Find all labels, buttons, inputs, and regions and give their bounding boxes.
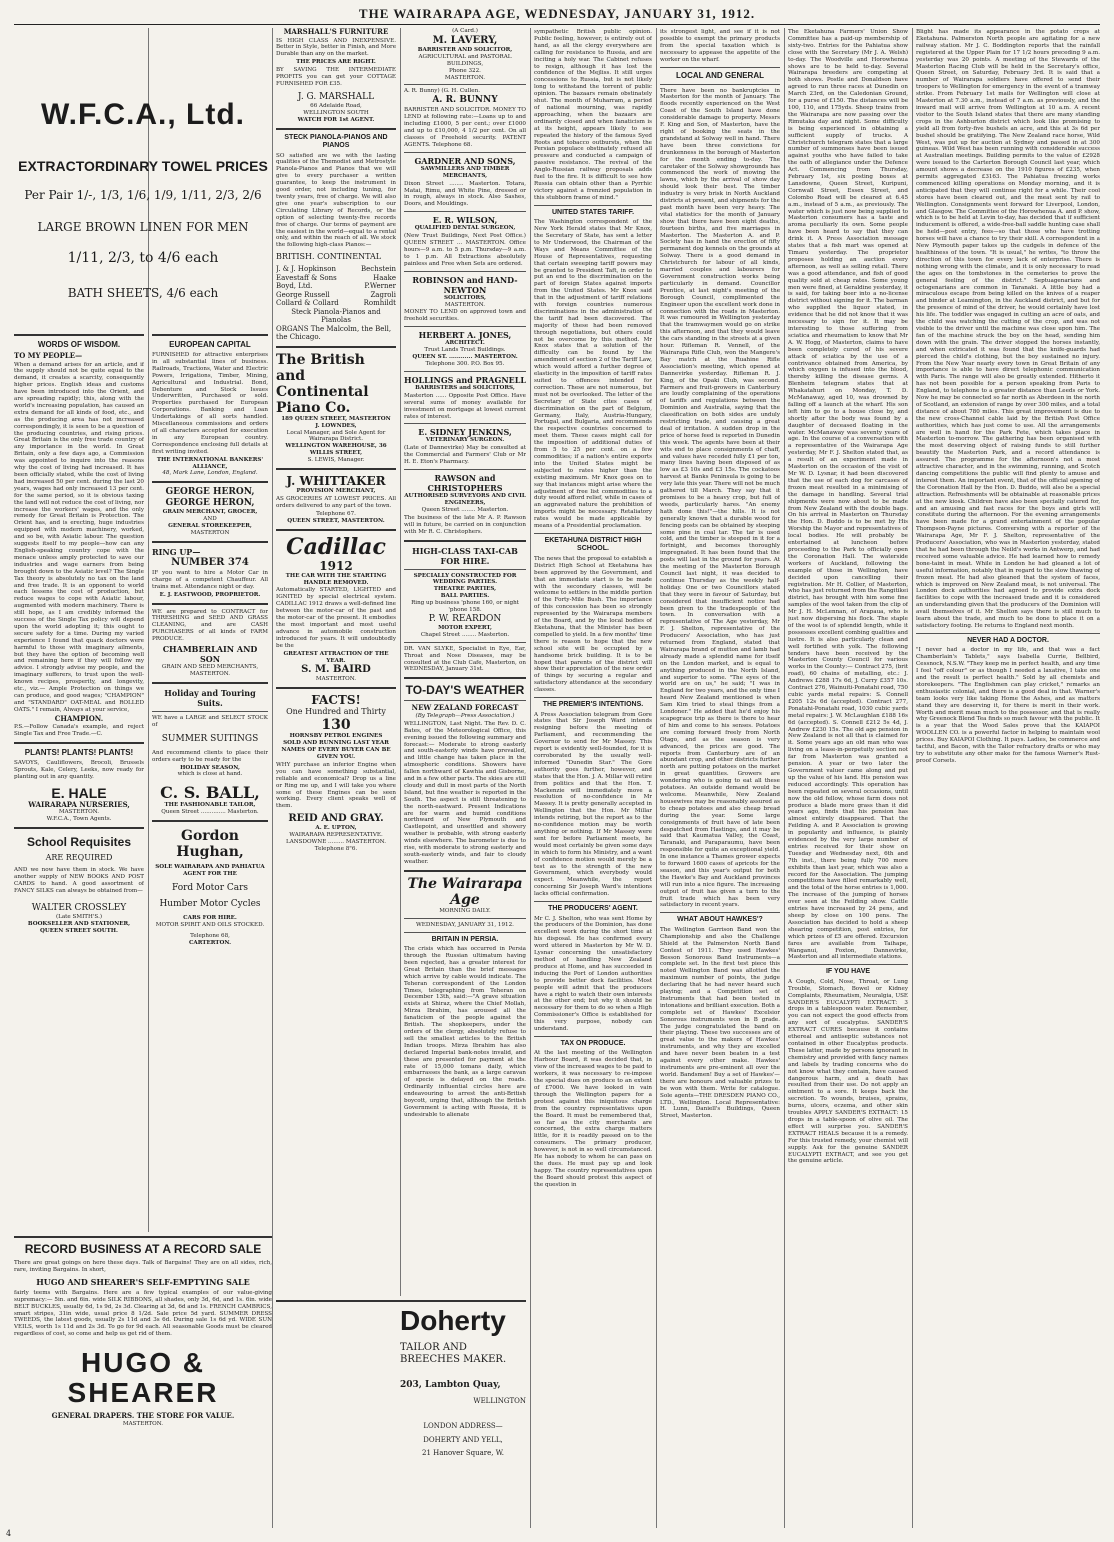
close-at-hand: which is close at hand.	[177, 771, 243, 778]
maker-list	[276, 265, 396, 308]
reid-spacer	[276, 1306, 396, 1457]
plants-heading: PLANTS! PLANTS! PLANTS!	[24, 748, 134, 758]
maker-name: George Russell	[276, 290, 330, 299]
column-rule	[272, 28, 273, 1528]
school-heading: School Requisites	[26, 835, 132, 850]
marshall-name: J. G. MARSHALL	[297, 91, 375, 102]
column-6	[660, 28, 780, 1530]
facts-hornsby: HORNSBY PETROL ENGINES	[289, 733, 383, 740]
column-7	[788, 28, 908, 1530]
doherty-london-address: 21 Hanover Square, W.	[422, 1448, 504, 1457]
maker-row	[276, 265, 396, 274]
marshall-prices: THE PRICES ARE RIGHT.	[296, 59, 376, 66]
gardner-sub: SAWMILLERS AND TIMBER MERCHANTS,	[420, 165, 510, 179]
robinson-sub: SOLICITORS,	[443, 294, 486, 301]
hale-agents: W.F.C.A., Town Agents.	[46, 816, 112, 823]
maker-name: Bechstein	[360, 265, 396, 274]
taxi-ring: Ring up business 'phone 160, or night 'phone 158.	[411, 600, 519, 614]
school-subheading: ARE REQUIRED	[45, 853, 113, 863]
marshall-save: BY SAVING THE INTERMEDIATE PROFITS you can get your COTTAGE FURNISHED FOR £35.	[276, 67, 396, 87]
maker-row	[276, 291, 396, 300]
organs-line: ORGANS The Malcolm, the Bell, the Chicago.	[276, 324, 392, 342]
record-intro: There are great goings on here these days. Talk of Bargains! They are on all sides, rich, rare, inviting Bargains. In short,	[14, 1260, 272, 1273]
contract-body: WE are prepared to CONTRACT for THRESHING and SEED AND GRASS CLEANING, and are CASH PURCHASERS of all kinds of FARM PRODUCE.	[152, 608, 268, 643]
crossley-name: WALTER CROSSLEY	[31, 902, 127, 913]
hugo-shearer-address: MASTERTON.	[122, 1420, 164, 1427]
wfca-title: W.F.C.A., Ltd.	[41, 98, 245, 131]
paper-nameplate: The Wairarapa Age	[407, 875, 523, 908]
paper-date: WEDNESDAY, JANUARY 31, 1912.	[416, 921, 514, 928]
whittaker-address: QUEEN STREET, MASTERTON.	[287, 517, 385, 524]
record-sale-advert	[14, 1232, 272, 1532]
persia-heading: BRITAIN IN PERSIA.	[431, 935, 499, 943]
wisdom-body: When a demand arises for an article, and if the supply should not be quite equal to the demand, it creates a scarcity, consequently higher prices. English ideas and customs have been introduced into the Orient, and are spreading rapidly; this, along with the world's increasing population, has caused an extra demand for all kinds of food, etc., and as the producing area has not increased correspondingly, it is seen to be a question of the producing countries, and rising prices. Great Britain is the only free trade country of any importance in the world. In Great Britain, only a few days ago, a Commission was appointed to inquire into the reasons why the cost of living had increased. It has been officially stated, while the cost of living had increased 50 per cent. during the last 20 years, wages had only increased 13 per cent. for the same period, so it is obvious taxing the land will not reduce the cost of living, nor increase the workers' wages, and the only remedy for Great Britain is Protection. The Orient has, and is erecting, huge industries equipped with modern machinery, worked, and so be, with Asiatic labour. The question suggests itself to my people—how can any English-speaking country cope with the menace unless amply protected to save our industries and wage earners from being brought down to the Asiatic level? The Single Tax theory is absolutely no tax on the land and free trade. It is an opponent to world each lessens the cost of production, but reduce wages to cope with Asiatic labour, augmented with modern machinery. There is still hope, as I am credibly informed the success of the Single Tax policy will depend upon the world adopting it; this ought to secure safety for a time. During my varied experience I found that quack doctors were harmful to those with imaginary ailments, but they have the option of becoming well and remaining here if they will follow my advice. I strongly advise my people, and the imaginary sufferers, to trust upon the well-known recipes, prosperity, and longevity, etc., viz.— Ample Protection on things we can produce, and good wages; "CHAMPION" and "STANDARD" OAT-MEAL and ROLLED OATS." I remain, Always at your service,	[14, 361, 144, 713]
cadillac-body: Automatically STARTED, LIGHTED and IGNITED by special electrical system. CADILLAC 1912 draws a well-defined line between the motor-car of the past and the motor-car of the present. It embodies the most important and most useful advance in automobile construction introduced for years. It will undoubtedly be the	[276, 587, 396, 649]
record-subheading: HUGO AND SHEARER'S SELF-EMPTYING SALE	[36, 1276, 250, 1287]
gardner-name: GARDNER AND SONS,	[414, 155, 516, 166]
heron-name-2: GEORGE HERON,	[165, 498, 255, 509]
steck-heading: STECK PIANOLA-PIANOS AND PIANOS	[284, 133, 388, 150]
motor-spirit: MOTOR SPIRIT AND OILS STOCKED.	[155, 921, 265, 928]
persia-body: The crisis which has occurred in Persia through the Russian ultimatum having been rejected, has a greater interest for Great Britain than the brief messages which arrive by cable would indicate. The Teheran correspondent of the London Times, telegraphing from Teheran on December 13th, said:—"A grave situation exists at Shiraz, where the Chief Mollah, Mirza Ibrahim, has aroused all the fanaticism of the people against the British. The shopkeepers, under the orders of the clergy, absolutely refuse to sell the smallest articles to the British Indian troops. Mirza Ibrahim has also declared Imperial bank-notes invalid, and these are presented for payment at the rate of 15,000 tomans daily, which embarrasses the bank, as a large caravan of specie is delayed on the roads. Ordinarily influential circles here are endeavouring to arrest the anti-British boycott, urging that, although the British Government is acting with Russia, it is undesirable to alienate	[404, 946, 526, 1118]
doherty-address: 203, Lambton Quay,	[400, 1380, 501, 1390]
cadillac-year: 1912	[319, 558, 353, 573]
wisdom-heading: WORDS OF WISDOM.	[37, 340, 121, 349]
bcp-manager-sub: Local Manager, and Sole Agent for Wairarapa District.	[286, 429, 386, 443]
hollings-sub: BARRISTERS and SOLICITORS,	[415, 384, 515, 391]
gordon-carterton: CARTERTON.	[188, 939, 232, 946]
doherty-name: Doherty	[400, 1305, 506, 1336]
record-list: fairly teems with Bargains. Here are a few typical examples of our value-giving supremacy:— 5in. and 6in. wide SILK RIBBONS, all shades, only 3d, 6d, and 1s. 6in. wide BELT BUCKLES, usually 6d, 1s 9d, 2s 3d. Clearing at 3d, 6d and 1s. FRENCH CAMBRICS, smart stripes, 31in wide, usual price 8 1/2d. Sale price 5d yard. SUMMER DRESS TWEEDS, the latest goods, usually 2s 11d and 3s 6d. During sale 1s 6d yd. WIDE SUN VEILS, worth 1s 11d and 2s 3d. To go for 9d each. All seasonable Goods must be cleared regardless of cost, so come and help us get rid of them.	[14, 1289, 272, 1338]
van-slyke-notice: DR. VAN SLYKE, Specialist in Eye, Ear, Throat and Nose Diseases, may be consulted at the Club Cafe, Masterton, on WEDNESDAY, January 31st.	[404, 645, 526, 673]
weather-body: WELLINGTON, Last Night. The Rev. D. C. Bates, of the Meteorological Office, this evening issued the following summary and forecast:— Moderate to strong easterly and south-easterly winds have prevailed, and little change has taken place in the atmospheric conditions. Showers have fallen northward of Kawhia and Gisborne, and in a few other parts. The skies are still cloudy and dull in most parts of the North Island, but fine weather is reported in the South. The aspect is still threatening to the north-eastward. Present Indications are for warm and humid conditions northward of New Plymouth and Castlepoint, and unsettled and showery weather is probable, with strong easterly winds elsewhere. The barometer is due to rise, with moderate to strong easterly and south-easterly winds, and fair to cloudy weather.	[404, 720, 526, 865]
sanders-advert: A Cough, Cold, Nose, Throat, or Lung Trouble, Stomach, Bowel or Kidney Complaints, Rheumatism, Neuralgia, USE SANDER'S EUCALYPTI EXTRACT: 3 drops in a tablespoon water. Remember, you can not expect the good effects from any sort of eucalyptus. SANDER'S EXTRACT CURES because it contains ethereal and antiseptic substances not contained in other Eucalyptus products. These latter, made by persons ignorant in chemistry and provided with fancy names and labels by trading concerns who do not know what they contain, have caused dangerous harm, and a death has resulted from their use. Do not apply an ointment to a sore. It keeps back the secretion. To wounds, bruises, sprains, burns, ulcers, eczema, and other skin troubles APPLY SANDER'S EXTRACT: 15 drops in a table-spoon of olive oil. The effect will surprise you. SANDER'S EXTRACT HEALS because it is a remedy. For this trusted remedy, your chemist will supply. Ask for the genuine SANDER EUCALYPTI EXTRACT, and see you get the genuine article.	[788, 978, 908, 1165]
wilson-body: (New Trust Buildings, Next Post Office.) QUEEN STREET ... MASTERTON. Office hours—9 a.m. to 5 p.m. Thursday—9 a.m. to 1 p.m. All Extractions absolutely painless and Free when Sets are ordered.	[404, 233, 526, 267]
reid-phone: Telephone 8"6.	[314, 846, 358, 852]
gordon-hughan: Gordon Hughan,	[176, 828, 244, 861]
towel-heading: EXTRACTORDINARY TOWEL PRICES	[18, 158, 268, 174]
ball-tailor: THE FASHIONABLE TAILOR,	[164, 802, 256, 809]
maker-name: Eavestaff & Sons	[276, 273, 337, 282]
doctor-body: "I never had a doctor in my life, and that was a fact Chamberlain's Tablets," says Isabella Currie, Bellbird, Cessnock, N.S.W. "They keep me in perfect health, and any time I feel "off colour" or as though I needed a laxative, I take one and the result is perfect health." Sold by all chemists and storekeepers. "The Englishmen can play cricket," remarks an enthusiastic colonial, and there is a good deal in that. Warner's team looks very like taking Home the Ashes, and as matters stand they are deserving it, for there is merit in their work. Worth and merit mean much to the possessor, and that is really why Greenock Blend Tea finds so much favour with the public. It is a year that the Wood Sales prove that the KAIAPOI WOOLLEN CO. is a powerful factor in helping to maintain wool prices. Buy KAIAPOI Clothing. It pays. Ladies, be commerce and tactful, and Bacon, with the Tailor refractory drafts or who may try to substitute any other make for the famous Warner's Rust-proof Corsets.	[916, 647, 1100, 764]
european-capital-heading: EUROPEAN CAPITAL	[169, 340, 251, 349]
column-7-news: The Eketahuna Farmers' Union Show Committee has a paid-up membership of sixty-two. Entries for the Pahiatua show close with the Secretary (Mr J. A. Welsh) to-day. The Woodville and Horowhenua shows are to be held to-day. Several Wairarapa breeders are competing at both shows. Postle and Donaldson have agreed to run three races at Dunedin on March 23rd, on the Caledonian Ground, for a purse of £150. The distances will be 100, 110, and 175yds. Sheep trains from the Wairarapa are now passing over the Rimutaka day and night. Some difficulty is being experienced in obtaining a sufficient supply of trucks. A Christchurch telegram states that a large number of summonses have been issued against youths who have failed to take the oath of allegiance under the Defence Act. Commencing from Thursday, February 1st, six posting boxes at Lansdowne, Queen Street, Kuripuni, Cornwall Street, Essex Street, and Colombo Road will be cleared at 6.45 a.m., instead of 5 a.m., as previously. The water which is just now being supplied to Masterton consumers has a taste and aroma peculiarly its own. Some people have been heard to say that they can drink it. A Press Association message states that a fish mart was opened at Timaru yesterday. The proprietor proposes holding an auction every afternoon, as well as selling retail. There was a good attendance, and fish of good quality sold at cheap rates. Some young men were fined, at Geraldine yesterday, it is said, for taking beer into a no-license district without signing for it. The barman who supplied the liquor stated, in evidence that he did not know that it was necessary to sign for it. It may be interesting to those suffering from sciatica and rheumatism to know that Mr A. W. Hogg, of Masterton, claims to have been completely cured of his severe attack of sciatica by the use of a contrivance obtained from America, by which oxygen is infused into the blood, thereby killing the disease germs. A Blenheim telegram states that at Whakatahuri on Monday, T. D. McManaway, aged 10, was drowned by falling off a launch at the wharf. His son left him to go to a house close by, and shortly after the body was found by a daughter of deceased floating in the water. McManaway was seventy years of age. In the course of a conversation with a representative of the Wairarapa Age yesterday, Mr F. J. Shelton stated that, as a result of an experiment made in Masterton on the occasion of the visit of Mr W. D. Lysnar, it had been discovered that the use of each dog for carcases of frozen meat resulted in a minimising of the damage in handling. Several trial shipments were now about to be made from New Zealand with the double bags. On his arrival in Masterton on Thursday the Hon. D. Buddo is to be met by His Worship the Mayor and representatives of local bodies. He will probably be entertained at luncheon before proceeding to the Park to officially open the Coronation Hall. The waterside workers of Auckland, following the example of those in Wellington, have decided upon cancelling their registration. Mr H. Collier, of Masterton, who has just returned from the Rangitikei district, has brought with him some fine samples of the wool taken from the clip of Mr J. H. McLennan, of Arapaua, who is just now dispersing his flock. The staple of the wool is of splendid length, while it possesses excellent combing qualities and lustre. It is also particularly clean and well fortified with yolk. The following tenders have been received by the Masterton County Council for various works in the County:— Contract 275, (brit road), 60 chains of metalling, etc.: J. Andrews £288 17s 6d, J. Curry £357 10s. Contract 276, Wainuiti-Ponatahi road, 750 cubic yards metal repairs: S. Connell £205 12s 6d (accepted). Contract 277, Ponatahi-Ponatahi road, 1030 cubic yards metal repairs: J. W. McLaughlan £188 16s 6d (accepted). S. Connell £212 5s 4d, J. Andrew £230 15s. The old age pension in New Zealand is not all that is claimed for it. Some years ago an old man who was living on a lease-in-perpetuity section not far from Masterton was granted a pension. A year or two later the Government valuer came along and put up the value of his land. His pension was reduced accordingly. This operation has been repeated on several occasions, until now the old fellow, whose farm does not produce a blade more grass than it did years ago, finds that his pension has almost entirely disappeared. That the Feilding A. and P. Association is growing in popularity and influence, is plainly evidenced by the very large number of entries received for their show on Tuesday and Wednesday next, 6th and 7th inst., there being fully 700 more exhibits than last year, which was also a record for the Association. The jumping competitions have filled remarkably well, and the total of the horse entries is 1,000. The increase of the jumping of horses over seen at the Feilding show. Cattle entries have increased by 24 pens, and sheep by close on 100 pens. The Association has decided to hold a sheep shearing competition, post entries, for which prizes of £5 are offered. Excursion fares are available from Taihape, Wanganui, Foxton, Dannevirke, Masterton and all intermediate stations.	[788, 29, 908, 961]
rawson-sub: AUTHORISED SURVEYORS AND CIVIL ENGINEERS,	[404, 493, 526, 506]
tariff-body: The Washington correspondent of the New York Herald states that Mr Knox, the Secretary of State, has sent a letter to Mr Underwood, the Chairman of the Ways and Means Committee of the House of Representatives, requesting that certain sweeping tariff powers may be granted to President Taft, in order to put an end to the discrimination on the part of foreign States against imports from the United States. Mr Knox said that in the adjustment of tariff relations with foreign countries numerous discriminations in the administration of the tariff had been discovered. The majority of these had been removed through negotiations, but others could not be overcome by this method. Mr Knox states that a solution of the difficulty can be found by the amendment of section 2 of the Tariff Law, which would afford a further degree of elasticity in the imposition of tariff rates suited to offences intended for correction. These are not numerous, but must not be overlooked. The letter of the Secretary of State cites cases of discrimination on the part of Belgium, Germany, Italy, Austria-Hungary, Portugal, and Bulgaria, and recommends the respective countries concerned to meet them. These cases might call for the imposition of additional duties of from 5 to 25 per cent. on a few commodities; if a nation's entire exports into the United States might be subjected to rates higher than the existing maximum. Mr Knox goes on to say that instances might arise where the adjustment of free list commodities to a duty would afford relief, while in cases of an aggravated nature the prohibition of imports might be necessary. Retaliatory rates would be made applicable by means of a Presidential proclamation.	[534, 219, 652, 530]
tariff-heading: UNITED STATES TARIFF.	[551, 208, 635, 216]
linen-prices: 1/11, 2/3, to 4/6 each	[67, 250, 219, 266]
doherty-city: WELLINGTON	[473, 1397, 526, 1405]
column-8-news: Blight has made its appearance in the potato crops at Eketahuna. Palmerston North people are agitating for a new railway station. Mr J. C. Boddington reports that the rainfall registered at the Upper Plain for 17 1/2 hours preceding 9 a.m. yesterday was 20 points. A meeting of the Stewards of the Masterton Racing Club will be held in the Secretary's office, Queen Street, on Saturday, February 3rd. It is said that a number of Wairarapa soldiers have offered to send their troopers to Wellington for emergency in the event of a tramway strike. From February 1st mails for Wellington will close at Masterton at 7.30 a.m., instead of 7 a.m. as previously, and the inward mail will arrive from Wellington at 10 a.m. A recent visitor to the South Island states that there are many standing crops in the Ashburton district which look like promising to yield all from forty-five bushels an acre, and this at 3s 6d per bushel should be gratifying. The New Zealand race horse, Wild West, was put up for auction at Sydney and passed in at 300 guineas. Wild West has been running with considerable success at Australian meetings. Building permits to the value of £2928 were issued to the Carterton Borough Council last year, which amount shows a decrease on the 1910 figures of £235, when permits aggregated £3163. The Pahiatua freezing works commenced killing operations on Monday morning, and it is anticipated that they will continue right for a while. Their cool stores have been cleared out, and the meat sent by rail to Wellington. Consignments went forward for Liverpool, London, and Glasgow. The Committee of the Horowhenua A. and P. show, which is to be held at Levin to-day, has decided that if sufficient inducement is offered, a wide-free-ball saddle hunting case shall be held—post entry, fees—so that those who have trotting horses will have a chance to try their skill. A correspondent in a New Plymouth paper takes up the cudgels in defence of the healthiness of the town. "It is usual," he writes, "to throw the direction of this town for every lack of enterprise. There is nothing wrong with the climate, and it is only necessary to read the ages on the tombstones in the cemeteries to prove the general feeling of the district." Septuagenarians and octogenarians are common in Taranaki. A little boy had a miraculous escape from being killed on the knives of a reaper and binder at Leamington, in the Auckland district, and but for the presence of mind of the driver, he would certainly have lost his life. The toddler was engaged in cutting an acre of oats, and the child was watching the cutting of the crop, and was not visible to the driver until the machine was close upon him. The fan of the machine struck the boy on the head, sending him down with the grain. The driver stopped the horses instantly, and when extricated it was found that the knife-guards had pierced the child's clothing, but the boy sustained no injury. From the New Year nearly every town in Great Britain of any importance is able to have direct telephonic communication with Paris. The range will also be greatly extended. Hitherto it has not been possible for a person speaking from Paris to England, to telephone to a greater distance than Leeds or York. Now he may be connected so far north as Aberdeen in the north of Scotland, an extension of range by over 300 miles, and a total distance of about 780 miles. This great improvement is due to the new cross-Channel cable laid by the British Post Office authorities, which has just come to use. All the arrangements are well in hand for the Park Fete, which takes place in Masterton to-morrow. The gathering has been organised with the most deserving object of raising funds to still further beautify the Masterton Park, and a record attendance is assured. The programme for the afternoon's not a most attractive character, and in the swimming, running, and Scotch dancing competitions the public will find plenty to amuse and interest them. An important event, that of the official opening of the Coronation Hall by the Hon. D. Buddo, will also be a special attraction. Refreshments will be obtainable at reasonable prices at the new kiosk. Children have also been specially catered for, and an amusing and fast races for the boys and girls will constitute during the afternoon. For the evening arrangements have been made for a grand entertainment of the popular Thompson-Payne pictures. Conversing with a reporter of the Wairarapa Age, Mr F. J. Shelton, representative of the Producers' Association, who was in Masterton yesterday, stated that he had been through the Neild's works in Antwerp, and had received some valuable advice. He had learned how to remedy bone-taint in meat. While in London he had gleaned a lot of useful information, notably that in regard to the slow thawing of frozen meat. He had also gleaned that the system of faces, which is improved on New Zealand meat, is not universal. The London dock authorities had agreed to provide extra dock facilities to cope with the increased trade and it is considered an understanding given that the producers of the Dominion will avail themselves of it. Mr Shelton says there is still much to learn about the trade, and much to be done to place it on a satisfactory footing. He returns to England next month.	[916, 29, 1100, 629]
tax-produce-body: At the last meeting of the Wellington Harbour Board, it was decided that, in view of the increased wages to be paid to workers, it was necessary to re-impose the special dues on produce to an extent of £7000. We have looked in vain through the Wellington papers for a protest against this iniquitous charge from the country representatives upon the Board. It must be remembered that, so far as the city merchants are concerned, the extra charge matters little, for it is readily passed on to the consumers. The primary producer, however, is not in so well circumstanced. He has nobody to whom he can pass on the dues. He must pay up and look happy. The country representatives upon the Board should protest this aspect of the question in	[534, 1050, 652, 1188]
cars-for-hire: CARS FOR HIRE.	[183, 914, 237, 921]
robinson-name: ROBINSON and HAND-NEWTON	[412, 274, 518, 295]
lavery-address: MASTERTON.	[444, 74, 486, 81]
column-rule	[784, 28, 785, 1528]
cadillac-sub: THE CAR WITH THE STARTING HANDLE REMOVED.	[285, 572, 387, 586]
reid-rep: WAIRARAPA REPRESENTATIVE.	[289, 832, 383, 839]
maker-name: Haake	[373, 273, 396, 282]
wisdom-postscript: P.S.—Follow Canada's example, and reject Single Tax and Free Trade.—C.	[14, 724, 144, 738]
ring-up-number: NUMBER 374	[171, 556, 249, 568]
wisdom-subheading: TO MY PEOPLE—	[14, 351, 83, 360]
reid-agent: A. E. UPTON,	[315, 825, 357, 832]
whittaker-sub: PROVISION MERCHANT,	[296, 488, 376, 495]
heron-general: GENERAL STOREKEEPER,	[168, 523, 252, 530]
steck-body: SO satisfied are we with the lasting qualities of the Themodist and Metrostyle Pianola-Pianos and Pianos that we will give to every purchaser a written guarantee, to keep the instrument in good order, not including tuning, for twenty years, free of charge. We will also give one year's subscription to our Circulating Library of Records, or the option of selecting twenty-five records free of charge. Our terms of payment are the easiest in the world—equal to a rental only, and within the reach of all. We stock the following high-class Pianos:—	[276, 152, 396, 249]
chamberlain-sub: GRAIN AND SEED MERCHANTS, MASTERTON.	[161, 664, 259, 677]
ford-cars: Ford Motor Cars	[171, 882, 249, 893]
facts-number: 130	[321, 717, 351, 734]
jones-name: HERBERT A. JONES,	[418, 330, 512, 341]
premier-body: A Press Association telegram from Gore states that Sir Joseph Ward intends resigning before the meeting of Parliament, and recommending the Governor to send for Mr Massey. This report is evidently well-founded, for it is corroborated by the usually well-informed "Dunedin Star." The Gore authority goes further, however, and states that the Hon. J. A. Millar will retire from politics and that the Hon. T. Mackenzie will immediately move a resolution of no-confidence in Mr Massey. It is pretty generally accepted in Wellington that the Hon. Mr Millar intends retiring, but the report as to the no-confidence motion may be worth anything or nothing. If Mr Massey were sent for before Parliament meets, he would most certainly be given some days in which to form his Ministry, and a want of confidence motion would merely be a test as to the strength of the new Government, which everybody would expect. Meanwhile, the report concerning Sir Joseph Ward's intentions lacks official confirmation.	[534, 711, 652, 898]
marshall-body: IS HIGH CLASS AND INEXPENSIVE. Better in Style, better in Finish, and More Durable than any on the market.	[276, 37, 396, 58]
lavery-name: M. LAVERY,	[432, 34, 498, 46]
whittaker-name: J. WHITTAKER	[286, 474, 386, 489]
masthead-rule	[14, 24, 1100, 25]
summer-intro: WE have a LARGE and SELECT STOCK of	[152, 714, 268, 728]
rawson-name: RAWSON and CHRISTOPHERS	[427, 473, 503, 494]
bunny-cullen: A. R. Bunny) (G. H. Cullen.	[404, 88, 480, 95]
weather-source: (By Telegraph—Press Association.)	[415, 712, 515, 719]
doherty-trade: TAILOR AND BREECHES MAKER.	[400, 1342, 507, 1365]
towel-prices: Per Pair 1/-, 1/3, 1/6, 1/9, 1/11, 2/3, 2/6	[24, 188, 262, 202]
jenkins-name: E. SIDNEY JENKINS,	[418, 427, 512, 438]
tax-continued: its strongest light, and see if it is not possible to exempt the primary products from the special taxation which is necessary to appease the appetite of the worker on the wharf.	[660, 29, 780, 63]
facts-sub: One Hundred and Thirty	[286, 707, 386, 717]
steck-line: Steck Pianola-Pianos and Pianolas	[291, 307, 381, 325]
wilson-name: E. R. WILSON,	[432, 215, 498, 226]
facts-body: WHY purchase an inferior Engine when you can have something substantial, reliable and economical? Drop us a line or Ring me up, and I will take you where some of these Engines can be seen working. Every client speaks well of them.	[276, 761, 396, 810]
hawkes-heading: WHAT ABOUT HAWKES'?	[677, 916, 763, 924]
eastwood-proprietor: E. J. EASTWOOD, PROPRIETOR.	[159, 591, 261, 598]
hale-name: E. HALE	[51, 784, 107, 801]
summer-suitings: SUMMER SUITINGS	[161, 733, 259, 744]
lavery-trade: AGRICULTURAL and PASTORAL BUILDINGS,	[418, 53, 512, 67]
cadillac-logo: Cadillac	[286, 533, 386, 560]
european-capital-body: FURNISHED for attractive enterprises in all substantial lines of business. Railroads, Tractions, Water and Electric Powers, Irrigations, Timber, Mining, Agricultural and Industrial. Bond, Debenture and Stock Issues Underwritten, Purchased or sold. Properties purchased for European Corporations. Banking and Loan Undertakings of all sorts handled. Miscellaneous commissions and orders of all characters accepted for execution in any European country. Correspondence enclosing full details at first writing invited.	[152, 352, 268, 455]
marshall-agent: WATCH FOR 1st AGENT.	[297, 116, 375, 123]
cadillac-attraction: GREATEST ATTRACTION OF THE YEAR.	[283, 650, 389, 664]
column-2	[152, 330, 268, 1230]
taxi-ball: BALL PARTIES.	[440, 593, 490, 600]
persia-continued: sympathetic British public opinion. Public feeling, however, is entirely out of hand, as all the clergy everywhere are calling for resistance to Russia, and are inciting a holy war. The Cabinet refuses to resign, although it has lost the confidence of the Mejliss. It still urges concessions to Russia, but is not likely long to withstand the torrent of public opinion. The bazaars remain obstinately shut. The month of Muharram, a period of national mourning, was rapidly approaching, when the bazaars are ordinarily closed and when fanaticism is at its height, appears likely to see repeated the history of the famous Syed Roots and tobacco outbursts, when the Persian populace obstinately refused all pressure and conducted a campaign of passive resistance. The revival of the Anglo-Russian railway proposals adds fuel to the fire. It is difficult to see how Russia can obtain other than a Pyrrhic victory against a frenzied population in this stubborn frame of mind."	[534, 29, 652, 201]
baird-address: MASTERTON.	[315, 676, 357, 683]
jones-address: QUEEN ST. ............ MASTERTON.	[412, 354, 518, 361]
baird-name: S. M. BAIRD	[301, 664, 371, 676]
hollings-name: HOLLINGS and PRAGNELL	[404, 374, 526, 385]
robinson-body: MONEY TO LEND on approved town and freehold securities.	[404, 309, 526, 323]
taxi-heading: HIGH-CLASS TAXI-CAB FOR HIRE.	[412, 545, 518, 566]
ball-address: Queen Street .............. Masterton.	[161, 809, 259, 816]
maker-name: Collard & Collard	[276, 299, 339, 308]
summer-body: And recommend clients to place their orders early to be ready for the	[152, 749, 268, 763]
gordon-agent: SOLE WAIRARAPA AND PAHIATUA AGENT FOR THE	[155, 864, 265, 878]
paper-morning-daily: MORNING DAILY.	[439, 907, 491, 914]
card-label: (A Card.)	[452, 28, 478, 34]
bcp-address: 189 QUEEN STREET, MASTERTON	[281, 415, 391, 422]
heron-trade: GRAIN MERCHANT, GROCER,	[162, 509, 258, 516]
taxi-body: SPECIALLY CONSTRUCTED FOR WEDDING PARTIES.	[413, 572, 517, 586]
hugo-shearer-name: HUGO & SHEARER	[67, 1347, 219, 1409]
maker-name: Zagroli	[370, 290, 396, 299]
column-5	[534, 28, 652, 1530]
bcp-manager: J. LOWNDES,	[315, 422, 357, 429]
reardon-name: P. W. REARDON	[428, 613, 502, 624]
hale-address: MASTERTON.	[58, 809, 100, 816]
column-rule	[530, 28, 531, 1528]
weather-subheading: NEW ZEALAND FORECAST	[411, 703, 519, 713]
ring-up-heading: RING UP—	[152, 546, 201, 557]
gardner-body: Dixon Street ........ Masterton. Totara, Matai, Rimu, and White Pine, dressed or in rough, always in stock. Also Sashes, Doors, and Mouldings.	[404, 180, 526, 208]
facts-names: NAMES OF EVERY BUYER CAN BE GIVEN YOU.	[281, 747, 391, 761]
producers-agent-heading: THE PRODUCERS' AGENT.	[548, 905, 638, 913]
hale-nurseries: WAIRARAPA NURSERIES,	[28, 799, 130, 809]
weather-heading: TO-DAY'S WEATHER	[405, 683, 525, 698]
doherty-london-label: LONDON ADDRESS—	[423, 1421, 503, 1430]
heron-address: MASTERTON	[190, 530, 230, 537]
doherty-london-name: DOHERTY AND YELL,	[423, 1436, 503, 1444]
marshall-heading: MARSHALL'S FURNITURE	[283, 28, 389, 36]
doctor-heading: NEVER HAD A DOCTOR.	[967, 636, 1049, 644]
local-general-heading: LOCAL AND GENERAL	[676, 70, 764, 80]
record-heading: RECORD BUSINESS AT A RECORD SALE	[24, 1242, 262, 1256]
facts-heading: FACTS!	[311, 693, 361, 708]
british-continental: BRITISH. CONTINENTAL	[276, 252, 382, 262]
hawkes-body: The Wellington Garrison Band won the Championship and also the Challenge Shield at the Palmerston North Band Contest of 1911. They used Hawkes' Besson Sonorous Band Instruments—a complete set. In the first test piece this noted Wellington Band was allotted the maximum number of points, the judge declaring that he had never heard such playing; and a Competition set of Instruments that had been tested in intonations and brilliant execution. Both a complete set of Hawkes' Excelsior Sonorous instruments won in B grade. The judge congratulated the band on their playing. These two successes are of great value to the makers of Hawkes' instruments, and why they are excelled and have never been beaten in a test against every other make. Hawkes' instruments are pre-eminent all over the world. Bandsmen! Buy a set of Hawkes'—there are honours and valuable prizes to be won with them. Write for catalogue. Sole agents—THE DRESDEN PIANO CO., LTD., Wellington. Local Representative: H. Lunn, Daniell's Buildings, Queen Street, Masterton.	[660, 926, 780, 1120]
taxi-theatre: THEATRE PARTIES,	[433, 586, 497, 593]
jones-body: Trust Lands Trust Buildings.	[424, 347, 506, 354]
jones-phone: Telephone 300. P.O. Box 95.	[425, 361, 505, 367]
maker-name: Romhildt	[363, 299, 396, 308]
if-you-have-heading: IF YOU HAVE	[825, 968, 871, 976]
heron-name-1: GEORGE HERON,	[165, 487, 255, 498]
column-8	[916, 28, 1100, 1530]
column-rule	[656, 28, 657, 1528]
plants-body: SAVOYS, Cauliflowers, Brocoli, Brussels Sprouts, Kale, Celery, Leeks, now ready for planting out in any quantity.	[14, 760, 144, 780]
hugo-shearer-tagline: GENERAL DRAPERS. THE STORE FOR VALUE.	[51, 1411, 235, 1421]
bath-sheets: BATH SHEETS, 4/6 each	[67, 286, 219, 300]
bankers-alliance: THE INTERNATIONAL BANKERS' ALLIANCE,	[156, 456, 264, 470]
rawson-body: The business of the late Mr A. P. Rawson will in future, be carried on in conjunction with Mr R. C. Christophers.	[404, 514, 526, 535]
bcp-warehouse: WELLINGTON WAREHOUSE, 36 WILLIS STREET,	[285, 443, 387, 457]
maker-row	[276, 274, 396, 283]
rawson-address: Queen Street ........ Masterton.	[421, 506, 509, 513]
bunny-name: A. R. BUNNY	[432, 95, 498, 106]
whittaker-phone: Telephone 67.	[316, 510, 356, 517]
jenkins-body: (Late of Dannevirke) May be consulted at the Commercial and Farmers' Club or Mr H. E. Eton's Pharmacy.	[404, 445, 526, 466]
jenkins-sub: VETERINARY SURGEON.	[425, 437, 505, 444]
crossley-sub: (Late SMITH'S.)	[55, 913, 103, 920]
champion-signature: CHAMPION.	[54, 713, 104, 723]
marshall-address: 66 Adelaide Road,	[310, 102, 362, 109]
heron-and: AND	[203, 516, 217, 523]
chamberlain-name: CHAMBERLAIN AND SON	[162, 644, 258, 665]
maker-row	[276, 282, 396, 291]
wfca-advert	[14, 30, 272, 330]
facts-sold: SOLD AND RUNNING LAST YEAR	[283, 740, 389, 747]
ring-up-body: IF you want to hire a Motor Car in charge of a competent Chauffeur. All trains met. Attendance night or day.	[152, 569, 268, 590]
maker-row	[276, 299, 396, 308]
jones-sub: ARCHITECT.	[445, 340, 485, 347]
marshall-city: WELLINGTON SOUTH	[303, 109, 369, 116]
maker-name: Boyd, Ltd.	[276, 282, 313, 291]
bankers-address: 48, Mark Lane, London, England.	[162, 470, 258, 477]
reardon-sub: MOTOR EXPERT,	[438, 624, 492, 631]
maker-name: J. & J. Hopkinson	[276, 265, 336, 274]
robinson-address: MASTERTON.	[444, 301, 486, 308]
crossley-trade: BOOKSELLER AND STATIONER,	[27, 920, 131, 927]
reardon-address: Chapel Street ........ Masterton.	[420, 631, 510, 638]
whittaker-body: AS GROCERIES AT LOWEST PRICES. All orders delivered to any part of the town.	[276, 496, 396, 509]
gordon-telephone: Telephone 68,	[190, 932, 230, 939]
eketahuna-body: The news that the proposal to establish a District High School at Eketahuna has been approved by the Government, and that an immediate start is to be made with the secondary classes, will be welcome to settlers in the middle portion of the Forty-Mile Bush. The importance of this concession has been so strongly represented by the Wairarapa members of the Board, and by the local bodies of Eketahuna, that the Minister has been compelled to yield. In a few months' time there is reason to hope that the new school site will be occupied by a handsome brick building. It is to be hoped that parents of the district will show their appreciation of the new order of things by securing a regular and satisfactory attendance at the secondary classes.	[534, 555, 652, 694]
humber-cycles: Humber Motor Cycles	[159, 898, 261, 909]
page-number: 4	[6, 1529, 12, 1538]
eketahuna-heading: EKETAHUNA DISTRICT HIGH SCHOOL.	[544, 536, 642, 553]
doherty-advert	[276, 1296, 526, 1532]
maker-name: P.Werner	[364, 282, 396, 291]
lavery-phone: Phone 322.	[449, 67, 481, 74]
bcp-manager-2: S. LEWIS, Manager.	[307, 457, 365, 464]
column-rule	[912, 28, 913, 1528]
local-general-body: There have been no bankruptcies in Masterton for the month of January. The floods recently experienced on the West Coast of the South Island have done considerable damage to property. Messrs F. King and Son, of Masterton, have the right of booking the seats in the grandstand at Solway well in hand. There have been three convictions for drunkenness in the borough of Masterton for the month ending to-day. The caretaker of the Solway showgrounds has commenced the work of mowing the lawns, which by the arrival of show day should look their best. The timber industry is very brisk in North Auckland districts at present, and shipments for the past month have been very heavy. The vital statistics for the month of January show that there have been eight deaths, fourteen births, and five marriages in Masterton. The Masterton A. and P. Society has in hand the erection of fifty permanent dog kennels on the grounds at Solway. There is a good demand in Christchurch for labour of all kinds, married couples and labourers for Government construction works being particularly in demand. Councillor Prentice, at last night's meeting of the Borough Council, complimented the Engineer upon the excellent work done in connection with the roads in Masterton. It was rumoured in Wellington yesterday that the tramwaymen would go on strike this afternoon, and that they would leave the cars standing in the streets at a given hour. Rifleman R. Vennell, of the Wairarapa Rifle Club, won the Mangere's Bay match at the Ruahine Rifle Association's meeting, which opened at Dannevirke yesterday. Rifleman R. J. King, of the Opaki Club, was second. Farmers and fruit-growers in Canterbury are loudly complaining of the operations of tariffs and regulations between the Dominion and Australia, saying that the classification on both sides are unduly restricting trade, and causing a great deal of irritation. A sudden drop in the price of horse feed is reported in Dunedin this week. The agents have been at their wits end to place consignments of chaff, and values have receded fully £1 per ton, many lines having been disposed of as low as £3 10s and £3 15s. The cockatoos harvest at Banks Peninsula is going to be very late this year. There will not be much gathered till March. They say that it promises to be a heavy crop, but full of weeds, particularly hares. "An enemy hath done this!"—the hills. It is not generally known that a durable wood for fencing posts can be obtained by steeping some pine in coal tar. The tar is used cold, and the timber is steeped in it for a fortnight, and becomes thoroughly impregnated. It has been found that the posts will last in the ground for years. At the meeting of the Masterton Borough Council last night, it was decided to continue Thursday as the weekly half-holiday. One or two Councillors stated that they were in favour of Saturday, but considered that insufficient notice had been given to the tradespeople of the town. In conversation with a representative of The Age yesterday, Mr F. J. Shelton, representative of the Producers' Association, who has just returned from England, stated that Wairarapa brand of mutton and lamb had already made a splendid name for itself on the London market, and is equal to anything produced in the North Island, and superior to some. "The eyes of the world are on us," he said; "I was in England for two years, and the only time I heard New Zealand mentioned is when Sam Kim tried to steal things from a Londoner." He added that he'd enjoy his scapegrace trip as there is there to hear of him and come to his senses. Potatoes are coming forward freely from North Otago, and as the season is very advanced, the prices are good. The reports from Canterbury are of an abundant crop, and other districts further north are putting potatoes on the market in great quantities. Growers are wondering who is going to eat all these potatoes. An outside demand would be welcome. Meanwhile, New Zealand housewives may be reasonably assured as to cheap potatoes and also cheap bread during the year. Some large consignments of fruit have of late been despatched from Hastings, and it may be said that Kaumatua Valley, the Coast, Taranaki, and Paraparaumu, have been responsible for quite an exceptional yield. In one instance a Thames grower expects to forward 1600 cases of apricots for the season, and this year's output for both the Hawke's Bay and Auckland provinces will run into a nice figure. The increasing output of fruit has given a turn to the fruit trade which has been very satisfactory in recent years.	[660, 87, 780, 909]
holiday-suits: Holiday and Touring Suits.	[164, 687, 256, 708]
tax-produce-heading: TAX ON PRODUCE.	[560, 1039, 626, 1047]
producers-agent-body: Mr C. J. Shelton, who was sent Home by the producers of the Dominion, has done excellent work during the short time at his disposal. He has confirmed every word uttered in Masterton by Mr W. D. Lysnar concerning the unsatisfactory method of handling New Zealand produce at Home, and has succeeded in inducing the Port of London authorities to provide better dock facilities. Most people will admit that the producers have a right to watch their own interests at the other end; but why it should be necessary for them to do so when a High Commissioner's Office is established for this very purpose, nobody can understand.	[534, 915, 652, 1033]
hollings-body: Masterton ...... Opposite Post Office. Have several sums of money available for investment on mortgage at lowest current rates of interest.	[404, 392, 526, 420]
bunny-body: BARRISTER AND SOLICITOR. MONEY TO LEND at following rate:—Loans up to and including £1000, 5 per cent.; over £1000 and up to £10,000, 4 1/2 per cent. On all classes of Freehold security. PATENT AGENTS. Telephone 68.	[404, 107, 526, 148]
premier-heading: THE PREMIER'S INTENTIONS.	[542, 701, 644, 709]
masthead: THE WAIRARAPA AGE, WEDNESDAY, JANUARY 31, 1912.	[358, 6, 756, 21]
linen-heading: LARGE BROWN LINEN FOR MEN	[37, 220, 249, 234]
school-body: AND we now have them in stock. We have another supply of NEW BOOKS AND POST CARDS to hand. A good assortment of FANCY SILKS can always be obtained from—	[14, 867, 144, 894]
reid-gray: REID AND GRAY.	[288, 813, 384, 825]
lavery-sub: BARRISTER AND SOLICITOR,	[417, 46, 513, 53]
ball-name: C. S. BALL,	[160, 783, 260, 803]
crossley-address: QUEEN STREET SOUTH.	[39, 927, 118, 934]
bcp-heading: The British and Continental Piano Co.	[276, 351, 369, 416]
wilson-sub: QUALIFIED DENTAL SURGEON,	[414, 225, 516, 232]
holiday-season: HOLIDAY SEASON,	[180, 764, 240, 771]
reid-address: LANSDOWNE ......... MASTERTON.	[286, 839, 386, 846]
